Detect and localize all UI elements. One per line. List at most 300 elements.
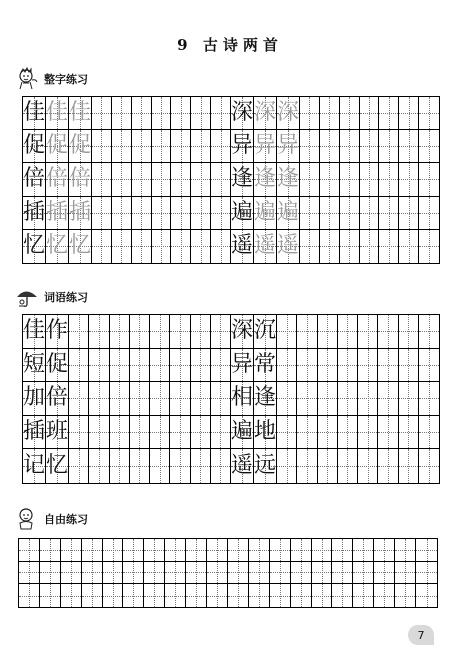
trace-character: 促 [69, 133, 92, 159]
grid-cell [61, 562, 82, 585]
grid-cell [191, 197, 211, 230]
grid-cell [144, 584, 165, 607]
model-character: 佳 [23, 100, 46, 126]
grid-cell [165, 562, 186, 585]
grid-cell [23, 449, 46, 483]
grid-cell [132, 130, 152, 163]
grid-cell [46, 449, 69, 483]
grid-cell [358, 416, 378, 450]
grid-cell [82, 539, 103, 562]
trace-character: 佳 [46, 100, 69, 126]
grid-cell [340, 230, 360, 263]
grid-cell [23, 315, 46, 349]
section-header-ciyu [14, 284, 88, 310]
grid-cell [353, 584, 374, 607]
grid-cell [277, 315, 297, 349]
grid-cell [123, 584, 144, 607]
grid-cell [89, 315, 109, 349]
grid-cell [152, 197, 172, 230]
grid-cell [249, 539, 270, 562]
grid-cell [211, 197, 231, 230]
grid-cell [360, 197, 380, 230]
section-label-ciyu: 词语练习 [44, 291, 88, 304]
grid-cell [171, 130, 191, 163]
grid-cell [254, 349, 277, 383]
grid-cell [297, 349, 317, 383]
trace-character: 异 [277, 133, 300, 159]
grid-cell [419, 416, 439, 450]
grid-cell [211, 97, 231, 130]
grid-cell [379, 163, 399, 196]
grid-cell [395, 562, 416, 585]
grid-cell [150, 349, 170, 383]
model-character: 插 [23, 419, 46, 445]
grid-cell [191, 130, 211, 163]
grid-cell [360, 230, 380, 263]
trace-character: 遍 [277, 199, 300, 225]
grid-cell [340, 97, 360, 130]
grid-cell [277, 349, 297, 383]
grid-cell [19, 562, 40, 585]
grid-cell [69, 449, 89, 483]
grid-cell [358, 449, 378, 483]
grid-cell [353, 562, 374, 585]
grid-cell [144, 562, 165, 585]
model-character: 深 [231, 100, 254, 126]
trace-character: 遥 [254, 233, 277, 259]
grid-cell [338, 315, 358, 349]
grid-cell [318, 315, 338, 349]
trace-character: 遍 [254, 199, 277, 225]
grid-cell [211, 349, 231, 383]
grid-cell [46, 416, 69, 450]
grid-cell [395, 539, 416, 562]
grid-cell [399, 197, 419, 230]
grid-cell [360, 130, 380, 163]
grid-cell [110, 382, 130, 416]
grid-cell [419, 230, 439, 263]
grid-cell [191, 349, 211, 383]
model-character: 记 [23, 453, 46, 479]
trace-character: 插 [69, 199, 92, 225]
grid-cell [297, 382, 317, 416]
model-character: 常 [254, 351, 277, 377]
model-character: 相 [231, 385, 254, 411]
grid-cell [46, 382, 69, 416]
grid-cell [132, 97, 152, 130]
grid-cell [378, 382, 398, 416]
grid-cell [277, 197, 300, 230]
grid-cell [69, 382, 89, 416]
grid-cell [130, 382, 150, 416]
grid-cell [170, 349, 190, 383]
grid-cell [69, 130, 92, 163]
grid-cell [270, 584, 291, 607]
grid-cell [231, 97, 254, 130]
grid-cell [231, 130, 254, 163]
grid-cell [112, 230, 132, 263]
grid-cell [69, 349, 89, 383]
grid-cell [300, 230, 320, 263]
grid-cell [312, 584, 333, 607]
grid-cell [228, 584, 249, 607]
grid-cell [231, 163, 254, 196]
grid-cell [300, 197, 320, 230]
grid-cell [254, 230, 277, 263]
grid-cell [419, 449, 439, 483]
grid-cell [191, 163, 211, 196]
grid-cell [23, 97, 46, 130]
grid-cell [19, 584, 40, 607]
grid-cell [399, 97, 419, 130]
grid-cell [152, 230, 172, 263]
grid-cell [130, 449, 150, 483]
grid-cell [191, 97, 211, 130]
grid-cell [353, 539, 374, 562]
grid-cell [46, 97, 69, 130]
model-character: 班 [46, 419, 69, 445]
grid-cell [254, 97, 277, 130]
grid-cell [191, 382, 211, 416]
boy-icon [14, 67, 40, 91]
grid-cell [211, 130, 231, 163]
grid-cell [320, 197, 340, 230]
grid-cell [228, 562, 249, 585]
grid-cell [399, 382, 419, 416]
grid-cell [254, 382, 277, 416]
grid-cell [23, 230, 46, 263]
model-character: 促 [23, 133, 46, 159]
grid-cell [23, 130, 46, 163]
grid-cell [152, 163, 172, 196]
grid-cell [228, 539, 249, 562]
grid-cell [300, 163, 320, 196]
grid-cell [150, 449, 170, 483]
grid-cell [300, 130, 320, 163]
grid-cell [231, 382, 254, 416]
grid-cell [419, 163, 439, 196]
grid-cell [338, 349, 358, 383]
grid-cell [318, 416, 338, 450]
grid-cell [379, 97, 399, 130]
grid-cell [103, 539, 124, 562]
page-title: 9 古诗两首 [177, 36, 283, 54]
grid-cell [416, 584, 437, 607]
grid-cell [419, 197, 439, 230]
grid-cell [231, 349, 254, 383]
trace-character: 遥 [277, 233, 300, 259]
grid-cell [320, 163, 340, 196]
grid-cell [312, 562, 333, 585]
grid-cell [40, 562, 61, 585]
grid-cell [254, 197, 277, 230]
grid-cell [332, 562, 353, 585]
grid-cell [92, 163, 112, 196]
grid-cell [211, 416, 231, 450]
grid-cell [61, 584, 82, 607]
grid-cell [254, 416, 277, 450]
trace-character: 倍 [46, 166, 69, 192]
grid-cell [318, 449, 338, 483]
grid-cell [92, 130, 112, 163]
grid-cell [69, 163, 92, 196]
grid-cell [291, 539, 312, 562]
model-character: 遍 [231, 199, 254, 225]
grid-cell [211, 449, 231, 483]
grid-cell [254, 130, 277, 163]
model-character: 遥 [231, 233, 254, 259]
grid-cell [171, 230, 191, 263]
grid-cell [395, 584, 416, 607]
grid-cell [191, 449, 211, 483]
grid-cell [40, 539, 61, 562]
grid-cell [379, 197, 399, 230]
grid-cell [207, 562, 228, 585]
grid-cell [399, 449, 419, 483]
grid-cell [320, 97, 340, 130]
grid-cell [130, 349, 150, 383]
grid-cell [23, 349, 46, 383]
trace-character: 佳 [69, 100, 92, 126]
grid-cell [399, 163, 419, 196]
grid-cell [191, 230, 211, 263]
grid-cell [112, 130, 132, 163]
grid-cell [144, 539, 165, 562]
grid-cell [416, 539, 437, 562]
grid-cell [360, 97, 380, 130]
trace-character: 深 [277, 100, 300, 126]
grid-cell [277, 97, 300, 130]
grid-cell [249, 562, 270, 585]
grid-cell [399, 130, 419, 163]
grid-cell [132, 163, 152, 196]
grid-cell [291, 562, 312, 585]
grid-cell [23, 416, 46, 450]
grid-cell [374, 562, 395, 585]
grid-cell [186, 562, 207, 585]
grid-cell [150, 315, 170, 349]
grid-cell [69, 197, 92, 230]
grid-cell [297, 416, 317, 450]
grid-cell [211, 315, 231, 349]
model-character: 地 [254, 419, 277, 445]
grid-cell [312, 539, 333, 562]
grid-cell [338, 449, 358, 483]
trace-character: 逢 [277, 166, 300, 192]
grid-cell [103, 584, 124, 607]
grid-cell [132, 197, 152, 230]
grid-cell [318, 349, 338, 383]
grid-cell [320, 130, 340, 163]
page-number: 7 [408, 625, 434, 645]
grid-cell [320, 230, 340, 263]
grid-cell [165, 539, 186, 562]
grid-cell [297, 449, 317, 483]
model-character: 遥 [231, 453, 254, 479]
grid-cell [277, 230, 300, 263]
grid-cell [231, 230, 254, 263]
grid-cell [360, 163, 380, 196]
grid-cell [170, 382, 190, 416]
grid-cell [186, 539, 207, 562]
grid-cell [318, 382, 338, 416]
grid-cell [300, 97, 320, 130]
grid-cell [92, 97, 112, 130]
grid-cell [419, 315, 439, 349]
section-header-ziyou [14, 506, 88, 532]
grid-cell [340, 130, 360, 163]
grid-cell [378, 416, 398, 450]
ziyou-practice-grid [18, 538, 438, 608]
grid-cell [340, 163, 360, 196]
model-character: 异 [231, 351, 254, 377]
grid-cell [277, 130, 300, 163]
grid-cell [211, 163, 231, 196]
section-header-zhengzi [14, 66, 88, 92]
trace-character: 倍 [69, 166, 92, 192]
grid-cell [132, 230, 152, 263]
model-character: 忆 [23, 233, 46, 259]
model-character: 远 [254, 453, 277, 479]
grid-cell [399, 416, 419, 450]
grid-cell [170, 416, 190, 450]
grid-cell [171, 197, 191, 230]
trace-character: 插 [46, 199, 69, 225]
grid-cell [191, 315, 211, 349]
trace-character: 异 [254, 133, 277, 159]
grid-cell [378, 315, 398, 349]
model-character: 异 [231, 133, 254, 159]
section-label-ziyou: 自由练习 [44, 513, 88, 526]
grid-cell [297, 315, 317, 349]
grid-cell [130, 315, 150, 349]
grid-cell [270, 539, 291, 562]
grid-cell [46, 197, 69, 230]
grid-cell [358, 349, 378, 383]
grid-cell [23, 163, 46, 196]
model-character: 短 [23, 351, 46, 377]
grid-cell [152, 97, 172, 130]
model-character: 插 [23, 199, 46, 225]
grid-cell [358, 315, 378, 349]
grid-cell [291, 584, 312, 607]
model-character: 作 [46, 318, 69, 344]
grid-cell [207, 584, 228, 607]
grid-cell [207, 539, 228, 562]
section-label-zhengzi: 整字练习 [44, 73, 88, 86]
grid-cell [110, 349, 130, 383]
grid-cell [419, 349, 439, 383]
grid-cell [61, 539, 82, 562]
grid-cell [170, 449, 190, 483]
grid-cell [399, 230, 419, 263]
grid-cell [191, 416, 211, 450]
model-character: 逢 [254, 385, 277, 411]
grid-cell [103, 562, 124, 585]
grid-cell [110, 416, 130, 450]
grid-cell [92, 230, 112, 263]
trace-character: 忆 [69, 233, 92, 259]
grid-cell [419, 382, 439, 416]
grid-cell [165, 584, 186, 607]
grid-cell [416, 562, 437, 585]
grid-cell [46, 130, 69, 163]
umbrella-icon [14, 285, 40, 309]
grid-cell [254, 315, 277, 349]
grid-cell [249, 584, 270, 607]
model-character: 沉 [254, 318, 277, 344]
grid-cell [23, 382, 46, 416]
grid-cell [89, 449, 109, 483]
grid-cell [338, 416, 358, 450]
grid-cell [112, 163, 132, 196]
model-character: 深 [231, 318, 254, 344]
grid-cell [23, 197, 46, 230]
model-character: 佳 [23, 318, 46, 344]
grid-cell [46, 315, 69, 349]
grid-cell [231, 197, 254, 230]
grid-cell [379, 130, 399, 163]
grid-cell [82, 562, 103, 585]
grid-cell [112, 197, 132, 230]
grid-cell [46, 349, 69, 383]
grid-cell [170, 315, 190, 349]
model-character: 倍 [23, 166, 46, 192]
model-character: 加 [23, 385, 46, 411]
trace-character: 忆 [46, 233, 69, 259]
grid-cell [254, 163, 277, 196]
grid-cell [186, 584, 207, 607]
grid-cell [374, 539, 395, 562]
grid-cell [171, 163, 191, 196]
grid-cell [130, 416, 150, 450]
grid-cell [378, 349, 398, 383]
trace-character: 逢 [254, 166, 277, 192]
grid-cell [270, 562, 291, 585]
grid-cell [358, 382, 378, 416]
grid-cell [110, 315, 130, 349]
grid-cell [231, 449, 254, 483]
grid-cell [340, 197, 360, 230]
grid-cell [211, 382, 231, 416]
model-character: 逢 [231, 166, 254, 192]
grid-cell [277, 163, 300, 196]
grid-cell [69, 230, 92, 263]
grid-cell [89, 416, 109, 450]
grid-cell [419, 130, 439, 163]
grid-cell [211, 230, 231, 263]
grid-cell [231, 315, 254, 349]
trace-character: 深 [254, 100, 277, 126]
grid-cell [338, 382, 358, 416]
grid-cell [92, 197, 112, 230]
zhengzi-practice-grid [22, 96, 440, 264]
grid-cell [332, 584, 353, 607]
grid-cell [150, 416, 170, 450]
grid-cell [150, 382, 170, 416]
trace-character: 促 [46, 133, 69, 159]
grid-cell [332, 539, 353, 562]
grid-cell [123, 562, 144, 585]
ciyu-practice-grid [22, 314, 440, 484]
grid-cell [277, 416, 297, 450]
model-character: 促 [46, 351, 69, 377]
model-character: 忆 [46, 453, 69, 479]
grid-cell [46, 163, 69, 196]
grid-cell [110, 449, 130, 483]
grid-cell [254, 449, 277, 483]
grid-cell [277, 449, 297, 483]
